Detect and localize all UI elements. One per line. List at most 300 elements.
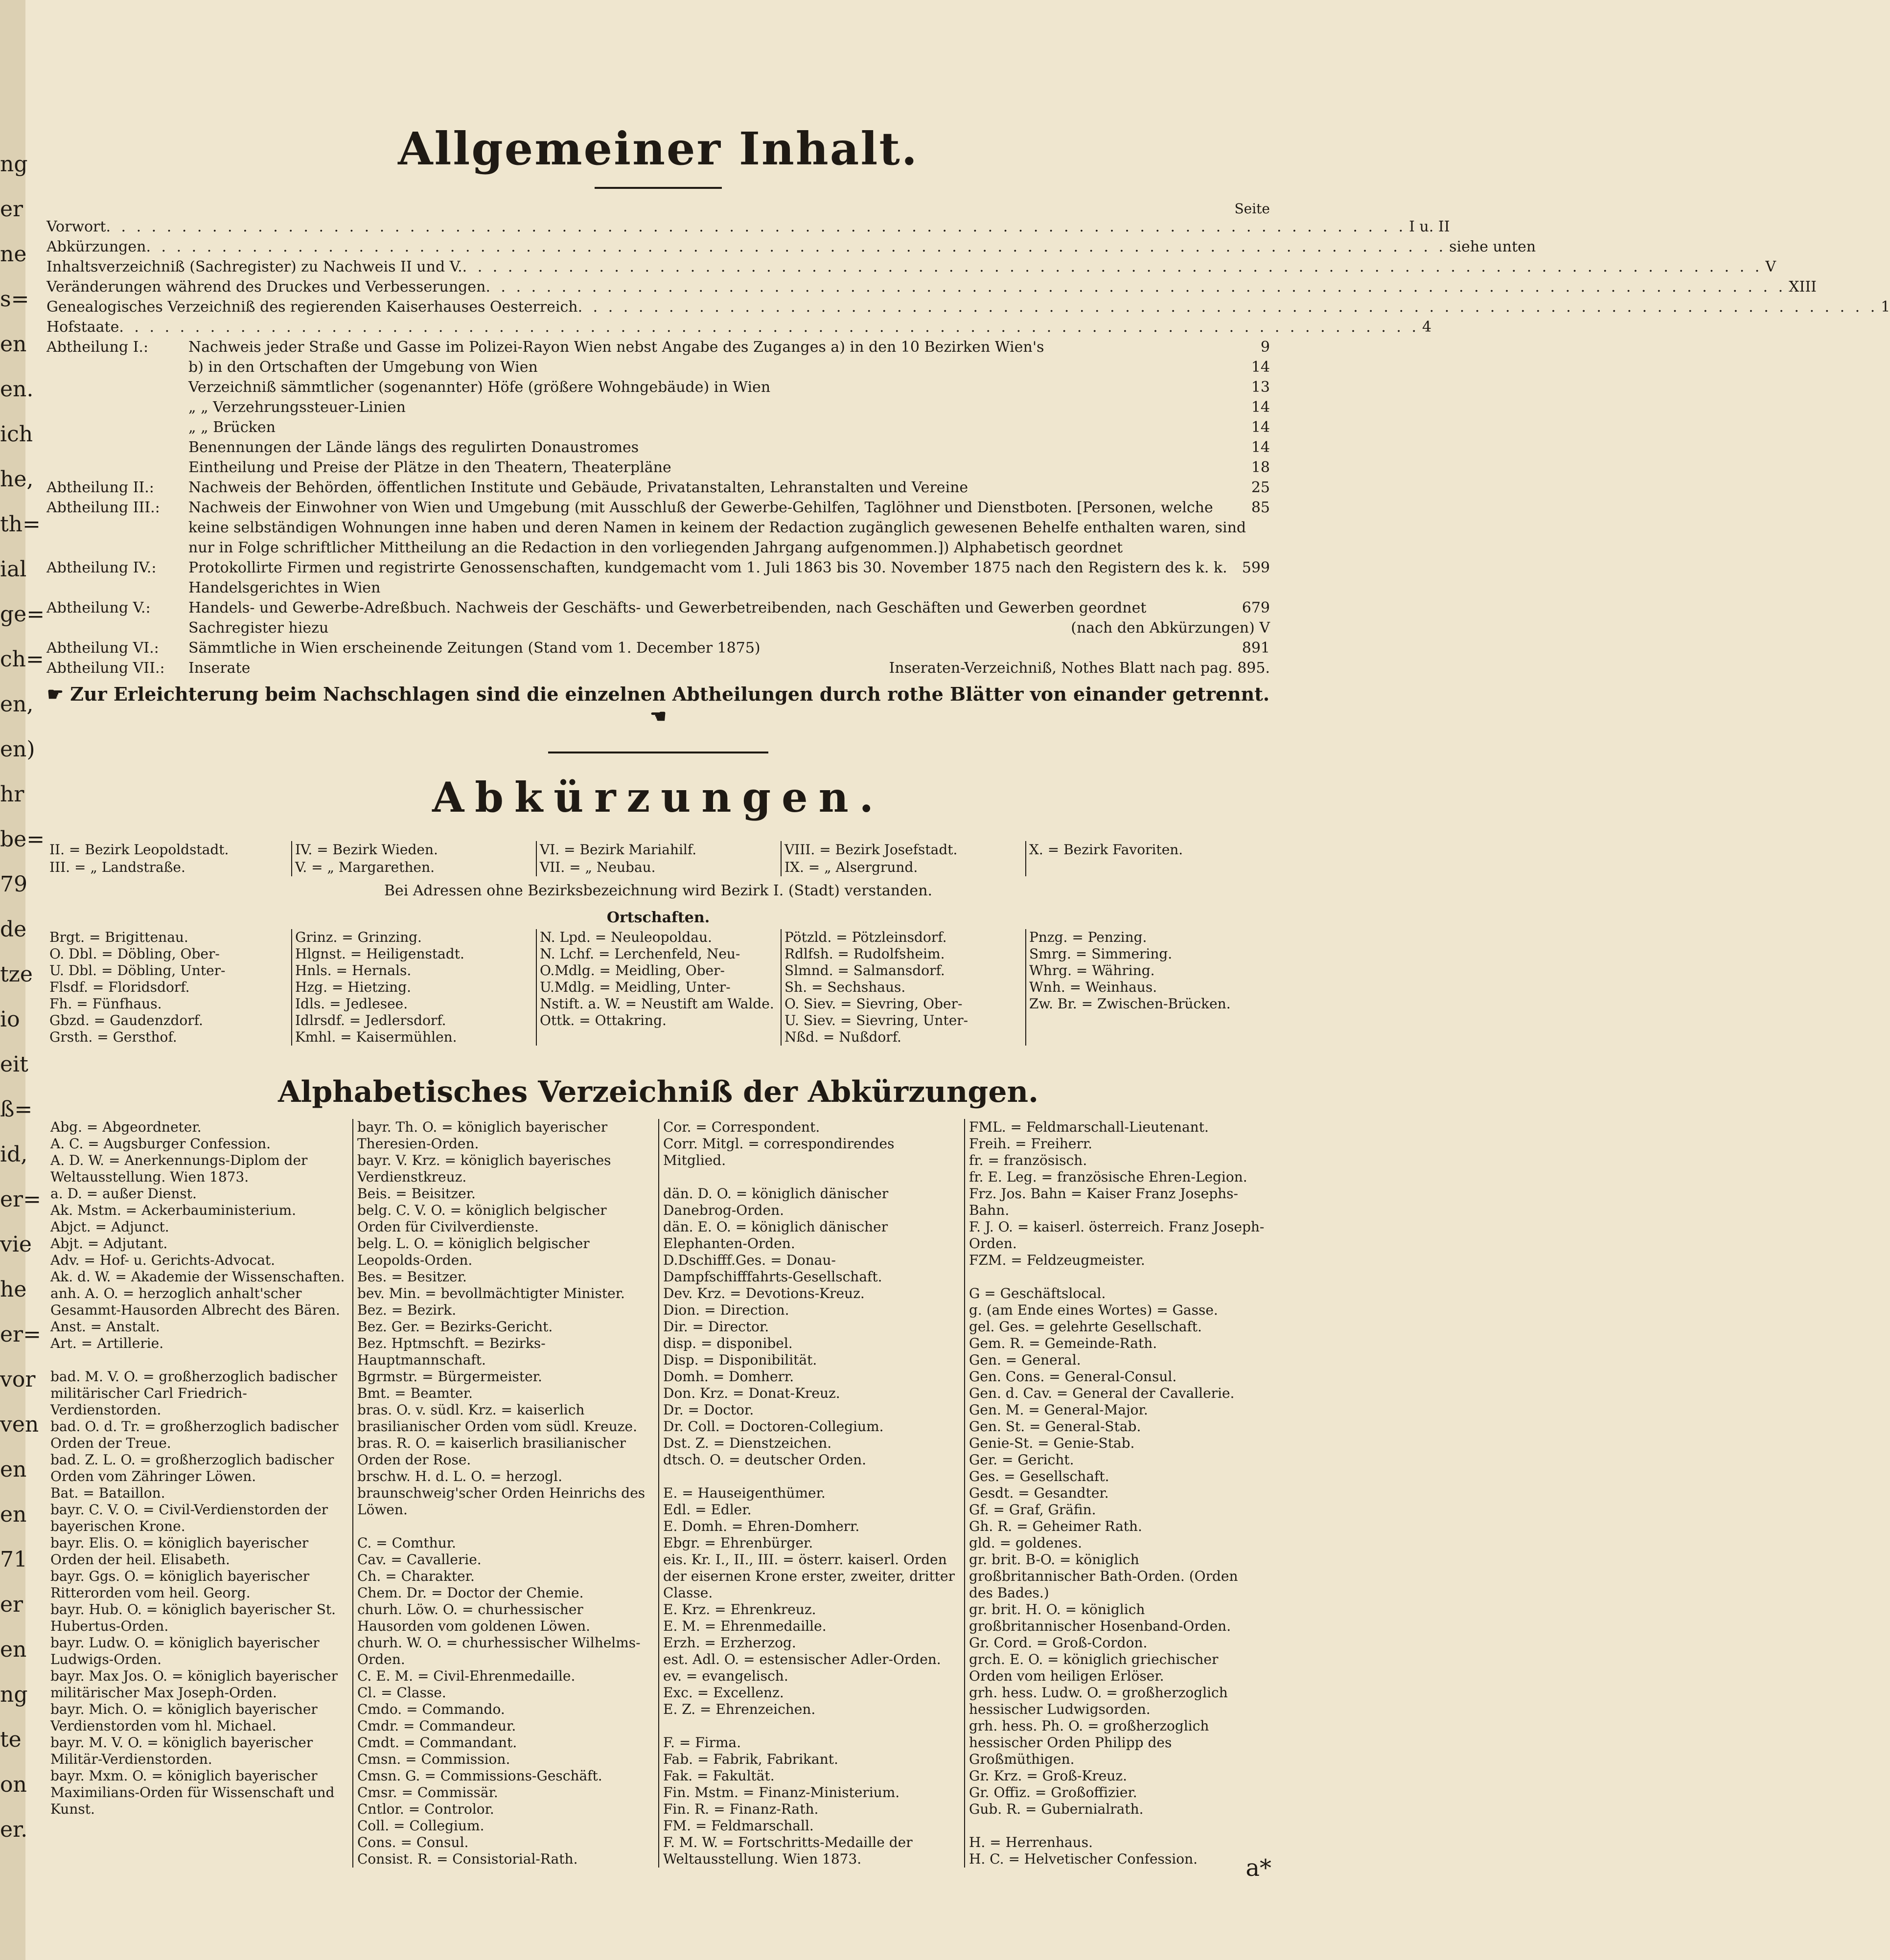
- abbrev-entry: E. Krz. = Ehrenkreuz.: [663, 1601, 816, 1618]
- abbrev-entry: A. D. W. = Anerkennungs-Diplom der Weltausstellung. Wien 1873.: [50, 1152, 308, 1185]
- abbrev-entry: Bgrmstr. = Bürgermeister.: [357, 1368, 542, 1385]
- ortschaft-entry: Smrg. = Simmering.: [1029, 946, 1173, 962]
- margin-fragment: he,: [0, 467, 34, 492]
- toc-section-label: Abtheilung I.:: [46, 339, 149, 356]
- abbrev-entry: Bat. = Bataillon.: [50, 1485, 165, 1501]
- abbrev-entry: Gh. R. = Geheimer Rath.: [969, 1518, 1142, 1534]
- abbrev-entry: bras. R. O. = kaiserlich brasilianischer Orden der Rose.: [357, 1435, 626, 1468]
- ortschaft-entry: Idls. = Jedlesee.: [295, 996, 408, 1012]
- district-column: [781, 841, 1025, 876]
- toc-section-row: [46, 598, 1270, 618]
- abbrev-entry: D.Dschifff.Ges. = Donau-Dampfschifffahrts-Gesellschaft.: [663, 1252, 882, 1285]
- toc-section-label: [46, 397, 188, 417]
- abbrev-entry: H. C. = Helvetischer Confession.: [969, 1851, 1198, 1867]
- abbrev-entry: [663, 1468, 960, 1485]
- abbrev-entry: Frz. Jos. Bahn = Kaiser Franz Josephs-Bahn.: [969, 1185, 1239, 1218]
- toc-page: XIII: [1789, 278, 1817, 296]
- margin-fragment: en: [0, 1457, 27, 1482]
- ortschaft-entry: O.Mdlg. = Meidling, Ober-: [540, 962, 725, 979]
- toc-section-text: Eintheilung und Preise der Plätze in den Theatern, Theaterpläne: [188, 459, 671, 476]
- abbrev-entry: Don. Krz. = Donat-Kreuz.: [663, 1385, 840, 1401]
- margin-fragment: io: [0, 1007, 20, 1032]
- abbrev-entry: Gr. Cord. = Groß-Cordon.: [969, 1635, 1148, 1651]
- margin-fragment: de: [0, 917, 27, 942]
- toc-page: (nach den Abkürzungen) V: [1071, 619, 1270, 637]
- abbrev-entry: Bmt. = Beamter.: [357, 1385, 473, 1401]
- abbrev-entry: Cmsn. G. = Commissions-Geschäft.: [357, 1768, 602, 1784]
- ortschaft-column: [291, 929, 536, 1046]
- abbrev-entry: Gen. = General.: [969, 1352, 1081, 1368]
- margin-fragment: er: [0, 1592, 23, 1617]
- abbrev-entry: Genie-St. = Genie-Stab.: [969, 1435, 1135, 1451]
- abbrev-entry: dän. D. O. = königlich dänischer Danebrog-Orden.: [663, 1185, 889, 1218]
- margin-fragment: er.: [0, 1817, 28, 1842]
- margin-fragment: 79: [0, 872, 27, 897]
- toc-section-text: Nachweis jeder Straße und Gasse im Polizei-Rayon Wien nebst Angabe des Zuganges a) in den 10 Bezirken Wien's: [188, 339, 1044, 356]
- abbrev-entry: bad. Z. L. O. = großherzoglich badischer Orden vom Zähringer Löwen.: [50, 1452, 334, 1484]
- ortschaft-entry: U. Dbl. = Döbling, Unter-: [49, 962, 226, 979]
- abbrev-entry: Dr. Coll. = Doctoren-Collegium.: [663, 1418, 884, 1435]
- abbrev-entry: bayr. Ggs. O. = königlich bayerischer Ritterorden vom heil. Georg.: [50, 1568, 310, 1601]
- ortschaft-column: [1025, 929, 1270, 1046]
- margin-fragment: en.: [0, 377, 34, 402]
- toc-page: 85: [1251, 499, 1270, 516]
- toc-section-text: Handels- und Gewerbe-Adreßbuch. Nachweis der Geschäfts- und Gewerbetreibenden, nach Geschäften und Gewerben geordnet: [188, 599, 1147, 616]
- margin-fragment: hr: [0, 782, 24, 807]
- alphabetical-index-title: Alphabetisches Verzeichniß der Abkürzungen.: [277, 1075, 1039, 1109]
- abbrev-column: [352, 1119, 658, 1868]
- margin-fragment: ven: [0, 1412, 39, 1437]
- abbrev-entry: Consist. R. = Consistorial-Rath.: [357, 1851, 578, 1867]
- margin-fragment: tze: [0, 962, 33, 987]
- toc-row: [46, 217, 1450, 237]
- table-of-contents: [46, 217, 1890, 678]
- margin-fragment: ial: [0, 557, 27, 582]
- abbrev-entry: Gub. R. = Gubernialrath.: [969, 1801, 1144, 1817]
- abbrev-entry: Cmdt. = Commandant.: [357, 1734, 517, 1751]
- toc-section-text: Sämmtliche in Wien erscheinende Zeitungen (Stand vom 1. December 1875): [188, 639, 761, 657]
- toc-label: Genealogisches Verzeichniß des regierenden Kaiserhauses Oesterreich: [46, 298, 578, 316]
- district-column: [291, 841, 536, 876]
- abbrev-entry: Gen. Cons. = General-Consul.: [969, 1368, 1177, 1385]
- abbrev-entry: churh. Löw. O. = churhessischer Hausorden vom goldenen Löwen.: [357, 1601, 590, 1634]
- ortschaft-column: [46, 929, 291, 1046]
- ortschaft-entry: Slmnd. = Salmansdorf.: [784, 962, 945, 979]
- abbrev-entry: belg. L. O. = königlich belgischer Leopolds-Orden.: [357, 1235, 590, 1268]
- margin-fragment: en: [0, 1637, 27, 1662]
- abbrev-entry: Cmdr. = Commandeur.: [357, 1718, 516, 1734]
- abbrev-entry: Ch. = Charakter.: [357, 1568, 475, 1584]
- abbrev-entry: dän. E. O. = königlich dänischer Elephanten-Orden.: [663, 1219, 888, 1252]
- abbrev-entry: FM. = Feldmarschall.: [663, 1818, 814, 1834]
- abbrev-entry: bayr. Mich. O. = königlich bayerischer Verdienstorden vom hl. Michael.: [50, 1701, 318, 1734]
- ortschaft-entry: Kmhl. = Kaisermühlen.: [295, 1029, 457, 1045]
- abbrev-entry: Erzh. = Erzherzog.: [663, 1635, 796, 1651]
- toc-section-label: [46, 618, 188, 638]
- district-column: [46, 841, 291, 876]
- abbrev-entry: bayr. M. V. O. = königlich bayerischer Militär-Verdienstorden.: [50, 1734, 313, 1767]
- ortschaft-entry: Hnls. = Hernals.: [295, 962, 412, 979]
- abbrev-entry: A. C. = Augsburger Confession.: [50, 1136, 271, 1152]
- abbrev-entry: Gen. M. = General-Major.: [969, 1402, 1148, 1418]
- title-divider: [595, 187, 722, 189]
- toc-page: 25: [1251, 479, 1270, 496]
- red-pages-note: ☛ Zur Erleichterung beim Nachschlagen sind die einzelnen Abtheilungen durch rothe Blätter von einander getrennt. ☚: [46, 683, 1270, 727]
- district-entry: X. = Bezirk Favoriten.: [1029, 842, 1183, 858]
- district-entry: VII. = „ Neubau.: [540, 859, 656, 875]
- district-entry: V. = „ Margarethen.: [295, 859, 435, 875]
- abbrev-entry: Gf. = Graf, Gräfin.: [969, 1502, 1096, 1518]
- abbrev-entry: [969, 1818, 1266, 1834]
- abbrev-entry: Beis. = Beisitzer.: [357, 1185, 476, 1202]
- abbrev-entry: Dr. = Doctor.: [663, 1402, 754, 1418]
- abbrev-entry: churh. W. O. = churhessischer Wilhelms-Orden.: [357, 1635, 641, 1667]
- toc-page: 13: [1251, 379, 1270, 396]
- margin-fragment: ng: [0, 152, 28, 177]
- abbrev-entry: [969, 1269, 1266, 1285]
- abbrev-entry: Cav. = Cavallerie.: [357, 1551, 482, 1568]
- abbrev-entry: eis. Kr. I., II., III. = österr. kaiserl. Orden der eisernen Krone erster, zweiter, dritter Classe.: [663, 1551, 955, 1601]
- margin-fragment: eit: [0, 1052, 28, 1077]
- margin-fragment: er: [0, 197, 23, 222]
- abbrev-entry: [50, 1352, 348, 1368]
- abbrev-entry: Cntlor. = Controlor.: [357, 1801, 494, 1817]
- abbrev-entry: Ges. = Gesellschaft.: [969, 1468, 1109, 1484]
- abbrev-entry: Corr. Mitgl. = correspondirendes Mitglied.: [663, 1136, 895, 1168]
- toc-section-label: Abtheilung VI.:: [46, 639, 159, 657]
- ortschaft-entry: U.Mdlg. = Meidling, Unter-: [540, 979, 731, 995]
- toc-section-text: b) in den Ortschaften der Umgebung von Wien: [188, 359, 538, 376]
- margin-fragment: id,: [0, 1142, 28, 1167]
- page-title: Allgemeiner Inhalt.: [398, 122, 919, 175]
- abbrev-entry: Disp. = Disponibilität.: [663, 1352, 817, 1368]
- abbrev-entry: E. Domh. = Ehren-Domherr.: [663, 1518, 860, 1534]
- toc-label: Abkürzungen: [46, 238, 146, 255]
- abbrev-entry: Edl. = Edler.: [663, 1502, 752, 1518]
- abbrev-entry: Domh. = Domherr.: [663, 1368, 794, 1385]
- toc-section-label: [46, 357, 188, 377]
- district-note: Bei Adressen ohne Bezirksbezeichnung wird Bezirk I. (Stadt) verstanden.: [384, 882, 933, 899]
- toc-section-row: [46, 337, 1270, 357]
- abbrev-entry: Dst. Z. = Dienstzeichen.: [663, 1435, 832, 1451]
- abbrev-entry: bad. M. V. O. = großherzoglich badischer militärischer Carl Friedrich-Verdienstorden.: [50, 1368, 337, 1418]
- ortschaft-entry: U. Siev. = Sievring, Unter-: [784, 1012, 968, 1028]
- abbrev-entry: H. = Herrenhaus.: [969, 1834, 1093, 1850]
- toc-section-label: Abtheilung VII.:: [46, 660, 165, 677]
- toc-section-text: Nachweis der Einwohner von Wien und Umgebung (mit Ausschluß der Gewerbe-Gehilfen, Taglöhner und Dienstboten. [Personen, welche keine selbständigen Wohnungen inne haben und deren Namen in keinem der Redaction zugänglich gewesenen Behelfe enthalten waren, sind nur in Folge schriftlicher Mittheilung an die Redaction in den vorliegenden Jahrgang aufgenommen.]) Alphabetisch geordnet: [188, 499, 1246, 556]
- margin-fragment: ne: [0, 242, 27, 267]
- abbrev-entry: Gesdt. = Gesandter.: [969, 1485, 1109, 1501]
- district-column: [1025, 841, 1270, 876]
- abbrev-entry: C. = Comthur.: [357, 1535, 456, 1551]
- toc-leader: . . . . . . . . . . . . . . . . . . . . . . . . . . . . . . . . . . . . . . . . . . . . . . . . . . . . . . . . . . . . . . . . . . . . . . . . . . . . . . . . . . . . . .: [462, 258, 1763, 275]
- abbrev-entry: bayr. Mxm. O. = königlich bayerischer Maximilians-Orden für Wissenschaft und Kunst.: [50, 1768, 335, 1817]
- toc-section-row: [46, 658, 1270, 678]
- abbrev-entry: bayr. Hub. O. = königlich bayerischer St. Hubertus-Orden.: [50, 1601, 336, 1634]
- signature-mark: a*: [1245, 1854, 1271, 1882]
- abbrev-entry: Exc. = Excellenz.: [663, 1685, 784, 1701]
- toc-page: 14: [1251, 399, 1270, 416]
- ortschaft-entry: N. Lchf. = Lerchenfeld, Neu-: [540, 946, 740, 962]
- abbrev-entry: Abjt. = Adjutant.: [50, 1235, 168, 1252]
- abbrev-entry: bayr. C. V. O. = Civil-Verdienstorden der bayerischen Krone.: [50, 1502, 328, 1534]
- ortschaft-entry: Nstift. a. W. = Neustift am Walde.: [540, 996, 774, 1012]
- abbrev-entry: Ak. d. W. = Akademie der Wissenschaften.: [50, 1269, 345, 1285]
- toc-page: 599: [1242, 559, 1270, 576]
- abbrev-entry: Abjct. = Adjunct.: [50, 1219, 169, 1235]
- margin-fragment: he: [0, 1277, 27, 1302]
- ortschaft-entry: Hzg. = Hietzing.: [295, 979, 412, 995]
- ortschaft-entry: Idlrsdf. = Jedlersdorf.: [295, 1012, 446, 1028]
- abbrev-entry: bayr. Th. O. = königlich bayerischer Theresien-Orden.: [357, 1119, 608, 1152]
- district-entry: VIII. = Bezirk Josefstadt.: [784, 842, 958, 858]
- toc-row: [46, 297, 1890, 317]
- abbrev-entry: Cons. = Consul.: [357, 1834, 469, 1850]
- abbrev-entry: F. J. O. = kaiserl. österreich. Franz Joseph-Orden.: [969, 1219, 1265, 1252]
- toc-row: [46, 277, 1817, 297]
- margin-fragment: on: [0, 1772, 27, 1797]
- ortschaft-entry: Pötzld. = Pötzleinsdorf.: [784, 929, 947, 945]
- toc-page: 14: [1251, 439, 1270, 456]
- abbrev-entry: Freih. = Freiherr.: [969, 1136, 1093, 1152]
- abbrev-entry: Anst. = Anstalt.: [50, 1319, 160, 1335]
- ortschaft-entry: Ottk. = Ottakring.: [540, 1012, 667, 1028]
- abbrev-entry: Ger. = Gericht.: [969, 1452, 1074, 1468]
- ortschaft-entry: Whrg. = Währing.: [1029, 962, 1155, 979]
- toc-section-text: Benennungen der Lände längs des regulirten Donaustromes: [188, 439, 639, 456]
- toc-leader: . . . . . . . . . . . . . . . . . . . . . . . . . . . . . . . . . . . . . . . . . . . . . . . . . . . . . . . . . . . . . . . . . . . . . . . . . . . . . . . . . . . . . .: [146, 238, 1447, 255]
- abbrev-entry: Cl. = Classe.: [357, 1685, 446, 1701]
- abbrev-entry: belg. C. V. O. = königlich belgischer Orden für Civilverdienste.: [357, 1202, 607, 1235]
- abbrev-entry: grh. hess. Ludw. O. = großherzoglich hessischer Ludwigsorden.: [969, 1685, 1228, 1717]
- margin-fragment: te: [0, 1727, 22, 1752]
- district-entry: II. = Bezirk Leopoldstadt.: [49, 842, 229, 858]
- abbrev-entry: Fin. R. = Finanz-Rath.: [663, 1801, 819, 1817]
- toc-section-text: Sachregister hiezu: [188, 619, 329, 637]
- abbrev-entry: Dion. = Direction.: [663, 1302, 789, 1318]
- margin-fragment: ge=: [0, 602, 45, 627]
- margin-fragment: vie: [0, 1232, 32, 1257]
- toc-section-label: Abtheilung III.:: [46, 499, 160, 516]
- abbrev-entry: Cmsn. = Commission.: [357, 1751, 510, 1767]
- ortschaft-entry: Pnzg. = Penzing.: [1029, 929, 1147, 945]
- toc-page: I u. II: [1409, 218, 1450, 235]
- abbrev-entry: grh. hess. Ph. O. = großherzoglich hessischer Orden Philipp des Großmüthigen.: [969, 1718, 1209, 1767]
- abbrev-entry: bayr. Elis. O. = königlich bayerischer Orden der heil. Elisabeth.: [50, 1535, 309, 1568]
- toc-row: [46, 257, 1776, 277]
- abbrev-entry: Bez. Ger. = Bezirks-Gericht.: [357, 1319, 553, 1335]
- abbrev-entry: Chem. Dr. = Doctor der Chemie.: [357, 1585, 584, 1601]
- toc-section-row: [46, 558, 1270, 598]
- margin-fragment: en): [0, 737, 35, 762]
- ortschaft-entry: Rdlfsh. = Rudolfsheim.: [784, 946, 945, 962]
- ortschaft-entry: O. Dbl. = Döbling, Ober-: [49, 946, 220, 962]
- toc-page: V: [1765, 258, 1776, 275]
- toc-section-text: „ „ Verzehrungssteuer-Linien: [188, 399, 406, 416]
- toc-page: Inseraten-Verzeichniß, Nothes Blatt nach pag. 895.: [889, 660, 1270, 677]
- section-divider: [548, 752, 768, 753]
- abbrev-entry: Ebgr. = Ehrenbürger.: [663, 1535, 813, 1551]
- abbrev-entry: bad. O. d. Tr. = großherzoglich badischer Orden der Treue.: [50, 1418, 339, 1451]
- abbrev-entry: E. = Hauseigenthümer.: [663, 1485, 826, 1501]
- ortschaft-entry: Flsdf. = Floridsdorf.: [49, 979, 190, 995]
- margin-fragment: ich: [0, 422, 33, 447]
- abbreviations-title: Abkürzungen.: [432, 773, 884, 821]
- toc-section-row: [46, 618, 1270, 638]
- ortschaft-entry: Sh. = Sechshaus.: [784, 979, 906, 995]
- toc-page: 14: [1251, 359, 1270, 376]
- abbrev-entry: g. (am Ende eines Wortes) = Gasse.: [969, 1302, 1218, 1318]
- abbrev-entry: F. M. W. = Fortschritts-Medaille der Weltausstellung. Wien 1873.: [663, 1834, 913, 1867]
- toc-leader: . . . . . . . . . . . . . . . . . . . . . . . . . . . . . . . . . . . . . . . . . . . . . . . . . . . . . . . . . . . . . . . . . . . . . . . . . . . . . . . . . . . . . .: [577, 298, 1878, 316]
- abbrev-entry: Ak. Mstm. = Ackerbauministerium.: [50, 1202, 296, 1218]
- toc-section-label: Abtheilung IV.:: [46, 559, 157, 576]
- toc-page: 4: [1422, 319, 1432, 336]
- abbrev-column: [658, 1119, 964, 1868]
- toc-section-row: [46, 357, 1270, 377]
- toc-section-row: [46, 417, 1270, 437]
- abbrev-entry: brschw. H. d. L. O. = herzogl. braunschweig'scher Orden Heinrichs des Löwen.: [357, 1468, 645, 1518]
- margin-fragment: vor: [0, 1367, 36, 1392]
- toc-label: Veränderungen während des Druckes und Verbesserungen: [46, 278, 486, 296]
- abbrev-entry: FZM. = Feldzeugmeister.: [969, 1252, 1145, 1268]
- ortschaft-entry: Hlgnst. = Heiligenstadt.: [295, 946, 464, 962]
- margin-fragment: en,: [0, 692, 34, 717]
- abbrev-entry: bras. O. v. südl. Krz. = kaiserlich brasilianischer Orden vom südl. Kreuze.: [357, 1402, 637, 1435]
- toc-page: 679: [1242, 599, 1270, 616]
- toc-page: 14: [1251, 419, 1270, 436]
- toc-section-label: [46, 457, 188, 478]
- margin-fragment: th=: [0, 512, 41, 537]
- abbrev-entry: E. M. = Ehrenmedaille.: [663, 1618, 827, 1634]
- abbrev-entry: Dev. Krz. = Devotions-Kreuz.: [663, 1285, 865, 1301]
- ortschaften-title: Ortschaften.: [606, 909, 710, 926]
- abbrev-entry: [357, 1518, 654, 1535]
- ortschaft-entry: Zw. Br. = Zwischen-Brücken.: [1029, 996, 1231, 1012]
- document-page: [46, 122, 1890, 1868]
- toc-section-label: Abtheilung II.:: [46, 479, 154, 496]
- abbrev-entry: Gen. St. = General-Stab.: [969, 1418, 1141, 1435]
- abbrev-entry: bayr. Ludw. O. = königlich bayerischer Ludwigs-Orden.: [50, 1635, 320, 1667]
- toc-section-text: Protokollirte Firmen und registrirte Genossenschaften, kundgemacht vom 1. Juli 1863 bis 30. November 1875 nach den Registern des k. k. Handelsgerichtes in Wien: [188, 559, 1227, 596]
- abbrev-entry: Dir. = Director.: [663, 1319, 769, 1335]
- ortschaft-entry: Gbzd. = Gaudenzdorf.: [49, 1012, 203, 1028]
- ortschaft-entry: Nßd. = Nußdorf.: [784, 1029, 901, 1045]
- abbrev-entry: Adv. = Hof- u. Gerichts-Advocat.: [50, 1252, 276, 1268]
- toc-section-text: „ „ Brücken: [188, 419, 276, 436]
- abbrev-entry: Coll. = Collegium.: [357, 1818, 484, 1834]
- abbrev-entry: Art. = Artillerie.: [50, 1335, 164, 1351]
- abbrev-entry: bev. Min. = bevollmächtigter Minister.: [357, 1285, 625, 1301]
- ortschaft-entry: Fh. = Fünfhaus.: [49, 996, 162, 1012]
- toc-section-row: [46, 397, 1270, 417]
- margin-fragment: s=: [0, 287, 29, 312]
- abbrev-entry: Gr. Offiz. = Großoffizier.: [969, 1784, 1137, 1800]
- margin-fragment: be=: [0, 827, 45, 852]
- margin-fragment: 71: [0, 1547, 27, 1572]
- ortschaft-column: [536, 929, 781, 1046]
- toc-row: [46, 317, 1432, 337]
- district-entry: VI. = Bezirk Mariahilf.: [540, 842, 697, 858]
- abbrev-entry: [663, 1718, 960, 1734]
- abbrev-entry: E. Z. = Ehrenzeichen.: [663, 1701, 816, 1717]
- toc-page: 1: [1881, 298, 1890, 316]
- margin-fragment: er=: [0, 1322, 41, 1347]
- abbrev-entry: Bez. Hptmschft. = Bezirks-Hauptmannschaft.: [357, 1335, 546, 1368]
- abbrev-entry: gr. brit. B-O. = königlich großbritannischer Bath-Orden. (Orden des Bades.): [969, 1551, 1238, 1601]
- abbrev-entry: fr. = französisch.: [969, 1152, 1087, 1168]
- abbrev-entry: grch. E. O. = königlich griechischer Orden vom heiligen Erlöser.: [969, 1651, 1219, 1684]
- toc-page: 18: [1251, 459, 1270, 476]
- district-entry: IV. = Bezirk Wieden.: [295, 842, 438, 858]
- district-column: [536, 841, 781, 876]
- abbrev-entry: Abg. = Abgeordneter.: [50, 1119, 202, 1135]
- ortschaft-entry: Grsth. = Gersthof.: [49, 1029, 177, 1045]
- margin-fragment: ß=: [0, 1097, 33, 1122]
- ortschaft-entry: O. Siev. = Sievring, Ober-: [784, 996, 963, 1012]
- toc-section-label: [46, 417, 188, 437]
- district-entry: III. = „ Landstraße.: [49, 859, 185, 875]
- abbrev-entry: FML. = Feldmarschall-Lieutenant.: [969, 1119, 1209, 1135]
- toc-section-row: [46, 437, 1270, 457]
- abbrev-entry: bayr. V. Krz. = königlich bayerisches Verdienstkreuz.: [357, 1152, 611, 1185]
- abbrev-entry: est. Adl. O. = estensischer Adler-Orden.: [663, 1651, 941, 1667]
- toc-section-row: [46, 457, 1270, 478]
- abbrev-entry: Fab. = Fabrik, Fabrikant.: [663, 1751, 838, 1767]
- margin-fragment: er=: [0, 1187, 41, 1212]
- abbrev-entry: anh. A. O. = herzoglich anhalt'scher Gesammt-Hausorden Albrecht des Bären.: [50, 1285, 340, 1318]
- toc-leader: . . . . . . . . . . . . . . . . . . . . . . . . . . . . . . . . . . . . . . . . . . . . . . . . . . . . . . . . . . . . . . . . . . . . . . . . . . . . . . . . . . . . . .: [106, 218, 1406, 235]
- district-abbreviations: [46, 841, 1270, 876]
- abbrev-column: [46, 1119, 352, 1868]
- seite-header: Seite: [1234, 201, 1270, 217]
- toc-label: Vorwort: [46, 218, 106, 235]
- margin-fragment: ng: [0, 1682, 28, 1707]
- toc-section-label: [46, 377, 188, 397]
- ortschaft-entry: Brgt. = Brigittenau.: [49, 929, 188, 945]
- margin-fragment: en: [0, 332, 27, 357]
- abbrev-entry: Gen. d. Cav. = General der Cavallerie.: [969, 1385, 1235, 1401]
- toc-label: Inhaltsverzeichniß (Sachregister) zu Nachweis II und V.: [46, 258, 462, 275]
- abbrev-entry: G = Geschäftslocal.: [969, 1285, 1106, 1301]
- abbrev-entry: dtsch. O. = deutscher Orden.: [663, 1452, 867, 1468]
- abbrev-entry: Cor. = Correspondent.: [663, 1119, 820, 1135]
- abbrev-entry: a. D. = außer Dienst.: [50, 1185, 197, 1202]
- toc-page: 9: [1260, 339, 1270, 356]
- toc-row: [46, 237, 1536, 257]
- abbrev-entry: Gem. R. = Gemeinde-Rath.: [969, 1335, 1157, 1351]
- toc-page: 891: [1242, 639, 1270, 657]
- ortschaft-entry: Grinz. = Grinzing.: [295, 929, 422, 945]
- abbrev-entry: ev. = evangelisch.: [663, 1668, 788, 1684]
- toc-section-row: [46, 478, 1270, 498]
- ortschaft-column: [781, 929, 1025, 1046]
- margin-fragment: en: [0, 1502, 27, 1527]
- abbrev-entry: Cmdo. = Commando.: [357, 1701, 505, 1717]
- abbrev-entry: Bez. = Bezirk.: [357, 1302, 457, 1318]
- abbrev-entry: C. E. M. = Civil-Ehrenmedaille.: [357, 1668, 576, 1684]
- alphabetical-abbreviations: [46, 1119, 1270, 1868]
- abbrev-entry: gel. Ges. = gelehrte Gesellschaft.: [969, 1319, 1202, 1335]
- toc-section-row: [46, 377, 1270, 397]
- toc-leader: . . . . . . . . . . . . . . . . . . . . . . . . . . . . . . . . . . . . . . . . . . . . . . . . . . . . . . . . . . . . . . . . . . . . . . . . . . . . . . . . . . . . . .: [485, 278, 1786, 296]
- abbrev-entry: disp. = disponibel.: [663, 1335, 793, 1351]
- toc-section-row: [46, 638, 1270, 658]
- abbrev-entry: Fak. = Fakultät.: [663, 1768, 775, 1784]
- abbrev-entry: Bes. = Besitzer.: [357, 1269, 467, 1285]
- toc-section-label: [46, 437, 188, 457]
- abbrev-entry: [663, 1169, 960, 1185]
